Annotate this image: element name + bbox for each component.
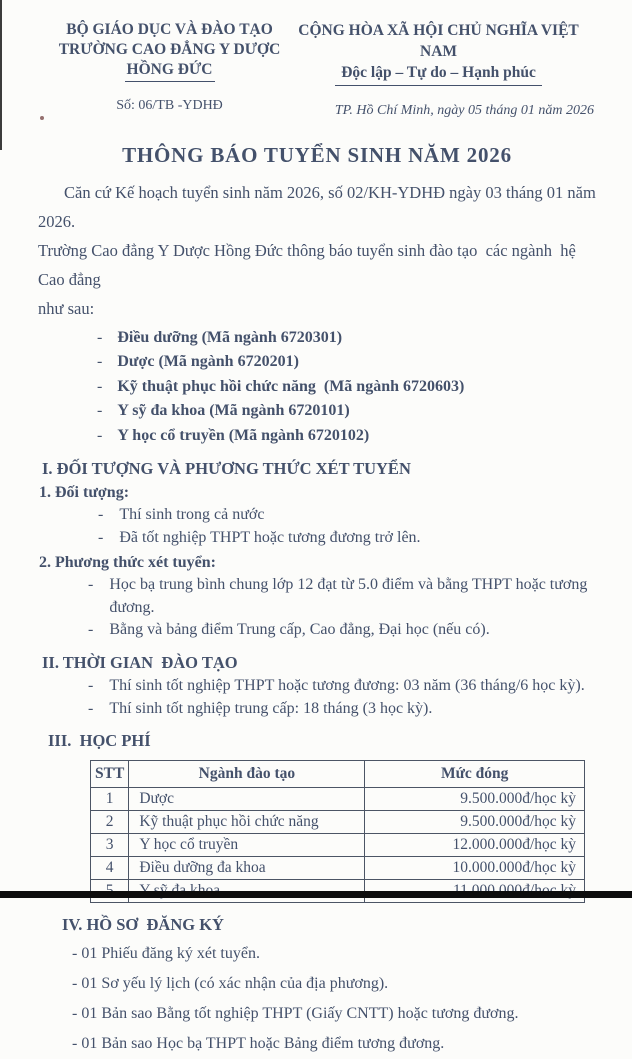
table-row: 4 Điều dưỡng đa khoa 10.000.000đ/học kỳ: [91, 857, 585, 880]
intro-line: Trường Cao đẳng Y Dược Hồng Đức thông báo tuyển sinh đào tạo các ngành hệ Cao đẳng: [38, 241, 580, 289]
table-row: 1 Dược 9.500.000đ/học kỳ: [91, 788, 585, 811]
issuing-org-block: [58, 20, 281, 116]
document-number: Số: 06/TB -YDHĐ: [116, 98, 223, 113]
tuition-table: [90, 760, 585, 903]
ministry-name: BỘ GIÁO DỤC VÀ ĐÀO TẠO: [66, 21, 273, 38]
school-name-line2: HỒNG ĐỨC: [58, 60, 281, 82]
column-header-stt: STT: [91, 761, 129, 788]
list-item-document: - 01 Phiếu đăng ký xét tuyển.: [72, 945, 260, 963]
admission-method-list: [88, 574, 596, 642]
table-row: 3 Y học cổ truyền 12.000.000đ/học kỳ: [91, 834, 585, 857]
table-header-row: [91, 761, 585, 788]
list-item: - Học bạ trung bình chung lớp 12 đạt từ 5.0 điểm và bằng THPT hoặc tương đương.: [88, 574, 596, 619]
list-item: - Thí sinh tốt nghiệp THPT hoặc tương đương: 03 năm (36 tháng/6 học kỳ).: [88, 675, 596, 698]
scan-bottom-bar-artifact: [0, 891, 632, 898]
section-2-heading: II. THỜI GIAN ĐÀO TẠO: [42, 653, 238, 672]
list-item-major: - Điều dưỡng (Mã ngành 6720301): [97, 326, 596, 350]
intro-line: như sau:: [38, 299, 95, 318]
section-1-2-heading: 2. Phương thức xét tuyển:: [39, 554, 216, 572]
majors-list: [97, 326, 596, 448]
list-item-document: - 01 Bản sao Bằng tốt nghiệp THPT (Giấy CNTT) hoặc tương đương.: [72, 1005, 519, 1023]
list-item-major: - Y sỹ đa khoa (Mã ngành 6720101): [97, 399, 596, 423]
list-item-major: - Kỹ thuật phục hồi chức năng (Mã ngành 6720603): [97, 375, 596, 399]
national-header-block: [281, 20, 596, 121]
national-motto: Độc lập – Tự do – Hạnh phúc: [281, 62, 596, 86]
eligibility-list: [98, 504, 596, 549]
place-date-line: TP. Hồ Chí Minh, ngày 05 tháng 01 năm 2026: [334, 103, 594, 118]
tuition-table-wrapper: [90, 760, 596, 903]
list-item: - Đã tốt nghiệp THPT hoặc tương đương trở lên.: [98, 527, 596, 550]
national-title: CỘNG HÒA XÃ HỘI CHỦ NGHĨA VIỆT NAM: [298, 22, 579, 60]
table-row: 2 Kỹ thuật phục hồi chức năng 9.500.000đ/học kỳ: [91, 811, 585, 834]
school-name-line1: TRƯỜNG CAO ĐẲNG Y DƯỢC: [58, 41, 281, 58]
list-item: - Bằng và bảng điểm Trung cấp, Cao đẳng, Đại học (nếu có).: [88, 619, 596, 642]
page-title: THÔNG BÁO TUYỂN SINH NĂM 2026: [122, 143, 512, 167]
required-documents-list: [72, 939, 596, 1059]
training-duration-list: [88, 675, 596, 720]
section-1-heading: I. ĐỐI TƯỢNG VÀ PHƯƠNG THỨC XÉT TUYỂN: [42, 459, 411, 479]
section-3-heading: III. HỌC PHÍ: [48, 731, 151, 751]
list-item-major: - Y học cổ truyền (Mã ngành 6720102): [97, 424, 596, 448]
list-item-document: - 01 Sơ yếu lý lịch (có xác nhận của địa phương).: [72, 975, 389, 993]
list-item-major: - Dược (Mã ngành 6720201): [97, 350, 596, 374]
intro-paragraph: [38, 178, 600, 323]
document-header: [38, 20, 596, 121]
list-item-document: - 01 Bản sao Học bạ THPT hoặc Bảng điểm tương đương.: [72, 1035, 445, 1053]
section-1-1-heading: 1. Đối tượng:: [39, 484, 130, 502]
intro-line: Căn cứ Kế hoạch tuyển sinh năm 2026, số 02/KH-YDHĐ ngày 03 tháng 01 năm 2026.: [38, 183, 600, 231]
list-item: - Thí sinh tốt nghiệp trung cấp: 18 tháng (3 học kỳ).: [88, 698, 596, 721]
column-header-nganh: Ngành đào tạo: [129, 761, 365, 788]
list-item: - Thí sinh trong cả nước: [98, 504, 596, 527]
column-header-muc: Mức đóng: [365, 761, 585, 788]
section-4-heading: IV. HỒ SƠ ĐĂNG KÝ: [62, 915, 224, 935]
